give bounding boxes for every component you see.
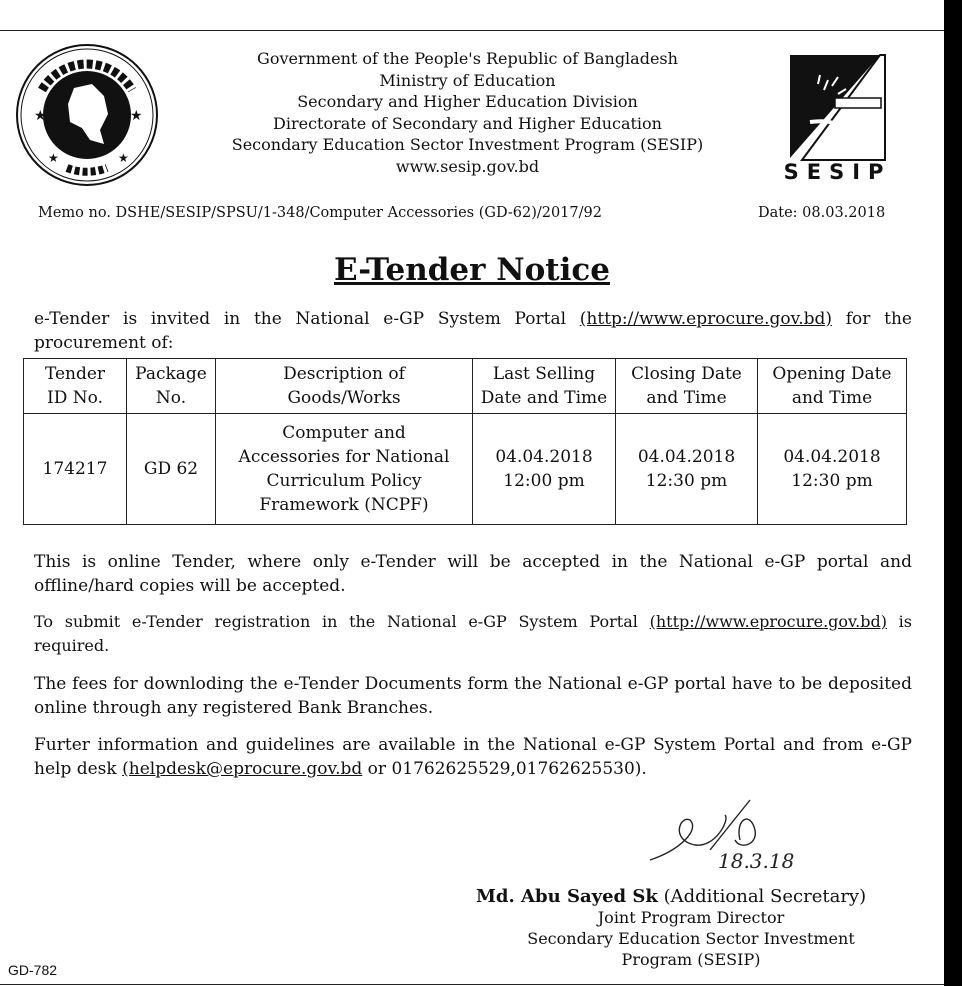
handwritten-signature <box>640 790 840 880</box>
top-rule <box>0 30 944 31</box>
signatory-title: Joint Program Director <box>597 908 785 927</box>
svg-text:★: ★ <box>34 108 47 124</box>
online-tender-paragraph: This is online Tender, where only e-Tender will be accepted in the National e-GP portal and offline/hard copies will be accepted. <box>34 552 912 596</box>
memo-number: Memo no. DSHE/SESIP/SPSU/1-348/Computer Accessories (GD-62)/2017/92 <box>38 205 602 221</box>
column-header: Package No. <box>127 359 216 414</box>
column-header: Closing Date and Time <box>616 359 758 414</box>
tender-id-cell: 174217 <box>24 414 127 525</box>
svg-text:★: ★ <box>130 108 143 124</box>
header-line: Secondary and Higher Education Division <box>297 92 638 111</box>
memo-date: Date: 08.03.2018 <box>758 205 886 221</box>
signature-date: 18.3.18 <box>718 849 795 873</box>
column-header: Tender ID No. <box>24 359 127 414</box>
column-header: Last Selling Date and Time <box>473 359 616 414</box>
eprocure-link[interactable]: (http://www.eprocure.gov.bd) <box>579 309 833 329</box>
page-title: E-Tender Notice <box>334 252 610 288</box>
description-cell: Computer and Accessories for National Curriculum Policy Framework (NCPF) <box>216 414 473 525</box>
table-header-row <box>24 359 907 414</box>
helpdesk-paragraph: Furter information and guidelines are available in the National e-GP System Portal and from e-GP help desk (helpdesk@eprocure.gov.bd or 01762625529,01762625530). <box>34 735 912 779</box>
column-header: Opening Date and Time <box>758 359 907 414</box>
svg-text:★: ★ <box>118 151 129 165</box>
bangladesh-government-seal-icon <box>12 40 162 190</box>
intro-text: e-Tender is invited in the National e-GP System Portal <box>34 309 580 329</box>
intro-text-end: for the procurement of: <box>34 309 912 353</box>
package-cell: GD 62 <box>127 414 216 525</box>
tender-table <box>23 358 907 525</box>
header-line: Ministry of Education <box>379 70 556 90</box>
registration-paragraph: To submit e-Tender registration in the National e-GP System Portal (http://www.eprocure.gov.bd) is required. <box>34 612 913 655</box>
scan-edge <box>944 0 962 986</box>
header-line: Government of the People's Republic of Bangladesh <box>257 49 678 68</box>
table-row <box>24 414 907 525</box>
helpdesk-email-link[interactable]: (helpdesk@eprocure.gov.bd <box>122 759 363 779</box>
signatory-name: Md. Abu Sayed Sk (Additional Secretary) <box>476 886 867 907</box>
svg-text:★: ★ <box>48 151 59 165</box>
eprocure-link[interactable]: (http://www.eprocure.gov.bd) <box>649 612 887 631</box>
letterhead <box>180 48 755 177</box>
intro-paragraph <box>34 307 912 355</box>
sesip-logo-text: SESIP <box>783 160 892 184</box>
signatory-org: Program (SESIP) <box>621 950 761 969</box>
opening-cell: 04.04.2018 12:30 pm <box>758 414 907 525</box>
bottom-rule <box>0 984 944 985</box>
footer-code: GD-782 <box>8 962 58 978</box>
signature-block <box>476 886 916 970</box>
fees-paragraph: The fees for downloding the e-Tender Documents form the National e-GP portal have to be deposited online through any registered Bank Branches. <box>34 674 912 718</box>
last-selling-cell: 04.04.2018 12:00 pm <box>473 414 616 525</box>
closing-cell: 04.04.2018 12:30 pm <box>616 414 758 525</box>
header-line: Secondary Education Sector Investment Program (SESIP) <box>231 135 704 154</box>
header-website: www.sesip.gov.bd <box>395 156 540 176</box>
signatory-org: Secondary Education Sector Investment <box>527 929 855 948</box>
header-line: Directorate of Secondary and Higher Education <box>273 113 662 133</box>
column-header: Description of Goods/Works <box>216 359 473 414</box>
